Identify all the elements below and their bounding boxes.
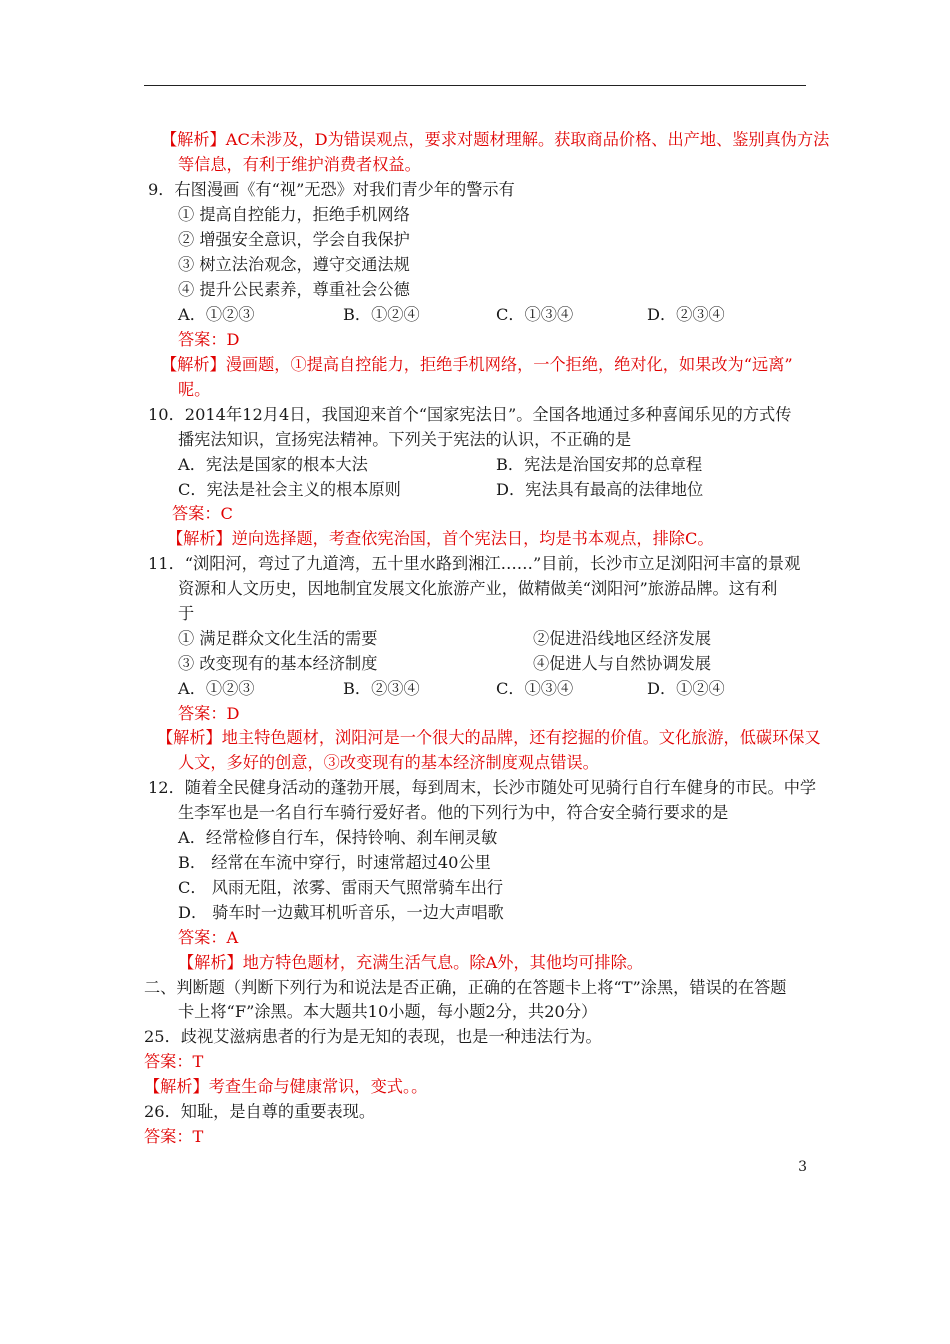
q9-answer: 答案：D [178,330,240,349]
q12-option-d: D． 骑车时一边戴耳机听音乐，一边大声唱歌 [178,903,504,922]
q9-item-4: ④ 提升公民素养，尊重社会公德 [178,280,410,299]
q9-option-d: D．②③④ [647,305,725,324]
explanation-tag: 【解析】 [178,953,243,972]
q26-answer: 答案：T [144,1127,204,1146]
q12-option-b: B． 经常在车流中穿行，时速常超过40公里 [178,853,491,872]
q12-stem-line1: 12．随着全民健身活动的蓬勃开展，每到周末，长沙市随处可见骑行自行车健身的市民。中学 [148,778,817,797]
explanation-tag: 【解析】 [167,529,232,548]
header-rule [144,85,806,86]
q11-item-1: ① 满足群众文化生活的需要 [178,629,378,648]
q11-option-b: B．②③④ [343,679,420,698]
q11-item-3: ③ 改变现有的基本经济制度 [178,654,378,673]
q11-explanation-line2: 人文，多好的创意，③改变现有的基本经济制度观点错误。 [178,753,599,772]
explanation-tag: 【解析】 [161,130,226,149]
q9-option-a: A．①②③ [178,305,255,324]
q11-explanation-line1: 【解析】地主特色题材，浏阳河是一个很大的品牌，还有挖掘的价值。文化旅游，低碳环保又 [157,728,821,747]
q12-option-c: C． 风雨无阻，浓雾、雷雨天气照常骑车出行 [178,878,504,897]
explanation-tag: 【解析】 [157,728,222,747]
q10-stem-line1: 10．2014年12月4日，我国迎来首个“国家宪法日”。全国各地通过多种喜闻乐见的方式传 [148,405,792,424]
explanation-tag: 【解析】 [144,1077,209,1096]
q10-stem-line2: 播宪法知识，宣扬宪法精神。下列关于宪法的认识，不正确的是 [178,430,632,449]
q10-option-a: A．宪法是国家的根本大法 [178,455,368,474]
explanation-tag: 【解析】 [161,355,226,374]
q9-explanation-line1: 【解析】漫画题，①提高自控能力，拒绝手机网络，一个拒绝，绝对化，如果改为“远离” [161,355,793,374]
q11-stem-line2: 资源和人文历史，因地制宜发展文化旅游产业，做精做美“浏阳河”旅游品牌。这有利 [178,579,778,598]
q11-item-2: ②促进沿线地区经济发展 [533,629,712,648]
q9-explanation-line2: 呢。 [178,380,211,399]
q11-answer: 答案：D [178,704,240,723]
q10-option-c: C．宪法是社会主义的根本原则 [178,480,401,499]
q11-stem-line1: 11．“浏阳河，弯过了九道湾，五十里水路到湘江……”目前，长沙市立足浏阳河丰富的景观 [148,554,801,573]
q9-option-b: B．①②④ [343,305,420,324]
q26-stem: 26．知耻，是自尊的重要表现。 [144,1102,376,1121]
q9-item-1: ① 提高自控能力，拒绝手机网络 [178,205,410,224]
q10-explanation: 【解析】逆向选择题，考查依宪治国，首个宪法日，均是书本观点，排除C。 [167,529,714,548]
q12-option-a: A．经常检修自行车，保持铃响、刹车闸灵敏 [178,828,498,847]
q9-item-2: ② 增强安全意识，学会自我保护 [178,230,410,249]
q10-answer: 答案：C [172,504,233,523]
q12-explanation: 【解析】地方特色题材，充满生活气息。除A外，其他均可排除。 [178,953,643,972]
section2-heading-line1: 二、判断题（判断下列行为和说法是否正确，正确的在答题卡上将“T”涂黑，错误的在答题 [144,978,787,997]
q11-option-a: A．①②③ [178,679,255,698]
q25-stem: 25．歧视艾滋病患者的行为是无知的表现，也是一种违法行为。 [144,1027,602,1046]
q11-option-c: C．①③④ [496,679,574,698]
q9-item-3: ③ 树立法治观念，遵守交通法规 [178,255,410,274]
q11-stem-line3: 于 [178,604,195,623]
q9-stem: 9．右图漫画《有“视”无恐》对我们青少年的警示有 [148,180,515,199]
q10-option-b: B．宪法是治国安邦的总章程 [496,455,703,474]
q8-explanation-line2: 等信息，有利于维护消费者权益。 [178,155,421,174]
q10-option-d: D．宪法具有最高的法律地位 [496,480,704,499]
q12-stem-line2: 生李军也是一名自行车骑行爱好者。他的下列行为中，符合安全骑行要求的是 [178,803,729,822]
q12-answer: 答案：A [178,928,239,947]
q11-option-d: D．①②④ [647,679,725,698]
q9-option-c: C．①③④ [496,305,574,324]
q8-explanation-line1: 【解析】AC未涉及，D为错误观点，要求对题材理解。获取商品价格、出产地、鉴别真伪方法 [161,130,830,149]
q11-item-4: ④促进人与自然协调发展 [533,654,712,673]
q25-answer: 答案：T [144,1052,204,1071]
q25-explanation: 【解析】考查生命与健康常识，变式。。 [144,1077,428,1096]
section2-heading-line2: 卡上将“F”涂黑。本大题共10小题，每小题2分，共20分） [178,1002,598,1021]
page-number: 3 [798,1159,807,1175]
